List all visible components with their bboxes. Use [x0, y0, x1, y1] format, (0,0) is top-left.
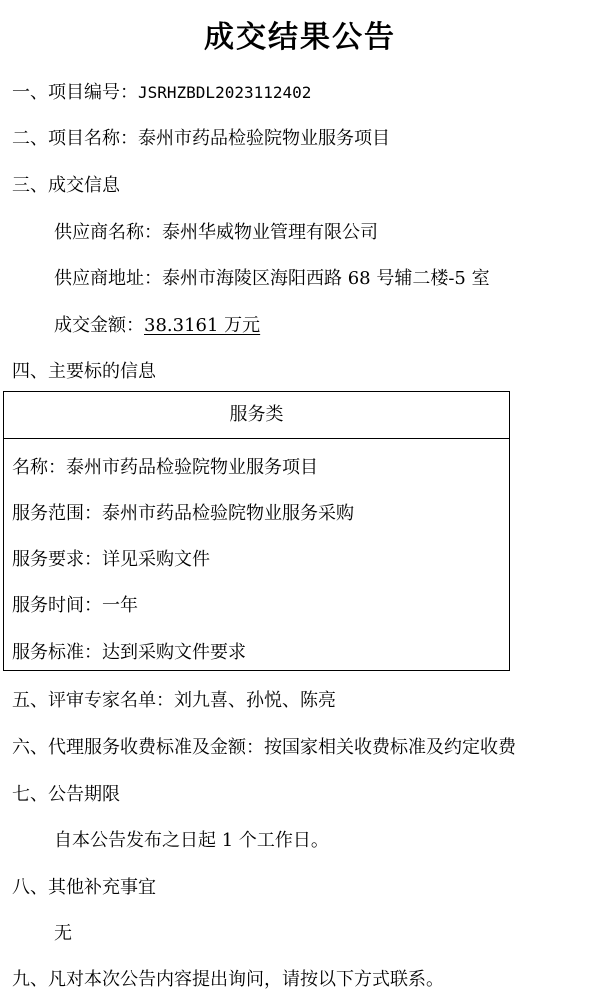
subject-row-value: 达到采购文件要求: [102, 642, 246, 663]
notice-period-text: 自本公告发布之日起 1 个工作日。: [54, 830, 329, 851]
subject-table: [3, 391, 510, 671]
supplier-name-value: 泰州华威物业管理有限公司: [162, 222, 378, 243]
subject-row-standard: [12, 638, 246, 664]
page-title: 成交结果公告: [204, 20, 396, 55]
project-number-value: JSRHZBDL2023112402: [138, 83, 312, 102]
experts-value: 刘九喜、孙悦、陈亮: [174, 690, 336, 711]
project-name-line: [12, 124, 390, 150]
main-subject-heading: 四、主要标的信息: [12, 361, 156, 382]
experts-label: 五、评审专家名单：: [12, 690, 174, 711]
deal-info-heading: 三、成交信息: [12, 175, 120, 196]
supplier-address-label: 供应商地址：: [54, 268, 162, 289]
project-name-label: 二、项目名称：: [12, 128, 138, 149]
other-matters-heading: 八、其他补充事宜: [12, 877, 156, 898]
subject-row-label: 名称：: [12, 457, 66, 478]
notice-period-heading: 七、公告期限: [12, 784, 120, 805]
other-matters-text: 无: [54, 923, 72, 944]
subject-row-label: 服务时间：: [12, 595, 102, 616]
subject-row-value: 泰州市药品检验院物业服务采购: [102, 503, 354, 524]
subject-row-value: 一年: [102, 595, 138, 616]
supplier-name-label: 供应商名称：: [54, 222, 162, 243]
supplier-address-value: 泰州市海陵区海阳西路 68 号辅二楼-5 室: [162, 268, 490, 289]
subject-row-scope: [12, 499, 354, 525]
subject-row-label: 服务范围：: [12, 503, 102, 524]
subject-row-requirements: [12, 545, 210, 571]
deal-amount-label: 成交金额：: [54, 315, 144, 336]
agency-fee-label: 六、代理服务收费标准及金额：: [12, 737, 264, 758]
supplier-address-line: [54, 264, 490, 290]
subject-row-name: [12, 453, 318, 479]
subject-table-header: 服务类: [4, 392, 509, 439]
subject-row-duration: [12, 591, 138, 617]
project-name-value: 泰州市药品检验院物业服务项目: [138, 128, 390, 149]
subject-row-label: 服务标准：: [12, 642, 102, 663]
agency-fee-value: 按国家相关收费标准及约定收费: [264, 737, 516, 758]
subject-row-value: 泰州市药品检验院物业服务项目: [66, 457, 318, 478]
contact-heading: 九、凡对本次公告内容提出询问，请按以下方式联系。: [12, 969, 444, 990]
subject-row-label: 服务要求：: [12, 549, 102, 570]
experts-line: [12, 686, 336, 712]
project-number-label: 一、项目编号：: [12, 82, 138, 103]
project-number-line: [12, 78, 311, 104]
deal-amount-value: 38.3161 万元: [144, 315, 261, 336]
deal-amount-line: [54, 311, 260, 337]
agency-fee-line: [12, 733, 516, 759]
supplier-name-line: [54, 218, 378, 244]
subject-row-value: 详见采购文件: [102, 549, 210, 570]
